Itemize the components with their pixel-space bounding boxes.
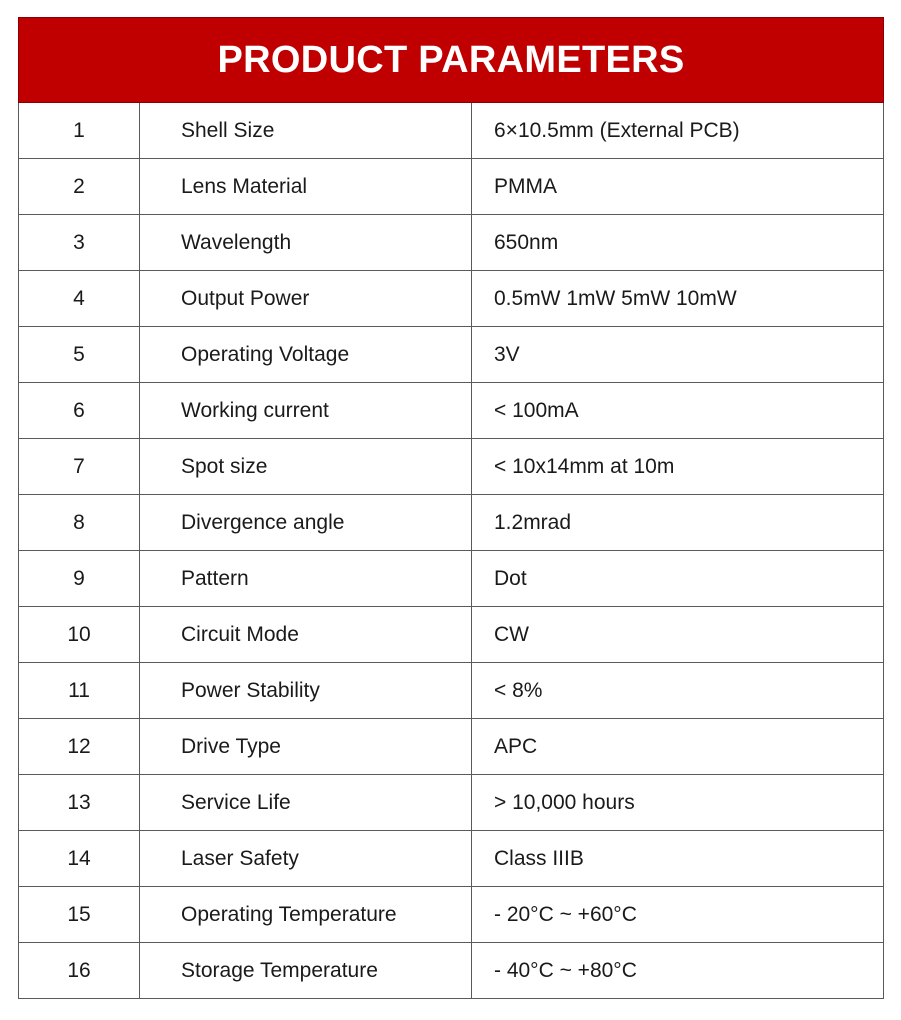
row-index: 16 [19, 943, 140, 999]
parameters-table [18, 103, 884, 999]
parameter-name: Operating Temperature [140, 887, 472, 943]
row-index: 15 [19, 887, 140, 943]
parameter-name: Circuit Mode [140, 607, 472, 663]
parameter-value: - 40°C ~ +80°C [472, 943, 884, 999]
row-index: 1 [19, 103, 140, 159]
parameter-value: APC [472, 719, 884, 775]
row-index: 14 [19, 831, 140, 887]
table-row [19, 831, 884, 887]
table-row [19, 439, 884, 495]
row-index: 11 [19, 663, 140, 719]
row-index: 2 [19, 159, 140, 215]
parameter-name: Spot size [140, 439, 472, 495]
row-index: 4 [19, 271, 140, 327]
parameter-value: CW [472, 607, 884, 663]
parameter-name: Working current [140, 383, 472, 439]
row-index: 5 [19, 327, 140, 383]
row-index: 13 [19, 775, 140, 831]
page-title: PRODUCT PARAMETERS [217, 38, 685, 81]
parameter-name: Laser Safety [140, 831, 472, 887]
table-row [19, 719, 884, 775]
parameter-value: PMMA [472, 159, 884, 215]
table-row [19, 495, 884, 551]
parameter-name: Lens Material [140, 159, 472, 215]
parameters-table-body [19, 103, 884, 999]
parameter-name: Drive Type [140, 719, 472, 775]
parameter-value: 0.5mW 1mW 5mW 10mW [472, 271, 884, 327]
row-index: 6 [19, 383, 140, 439]
product-parameters-sheet [18, 17, 884, 999]
row-index: 8 [19, 495, 140, 551]
parameter-name: Shell Size [140, 103, 472, 159]
parameter-value: Class IIIB [472, 831, 884, 887]
parameter-value: Dot [472, 551, 884, 607]
table-row [19, 887, 884, 943]
table-row [19, 775, 884, 831]
parameter-name: Power Stability [140, 663, 472, 719]
parameter-value: < 8% [472, 663, 884, 719]
parameter-name: Output Power [140, 271, 472, 327]
parameter-name: Divergence angle [140, 495, 472, 551]
parameter-value: 6×10.5mm (External PCB) [472, 103, 884, 159]
parameter-value: - 20°C ~ +60°C [472, 887, 884, 943]
parameter-value: < 10x14mm at 10m [472, 439, 884, 495]
table-row [19, 943, 884, 999]
table-row [19, 159, 884, 215]
parameter-value: > 10,000 hours [472, 775, 884, 831]
parameter-value: 1.2mrad [472, 495, 884, 551]
table-row [19, 271, 884, 327]
table-row [19, 103, 884, 159]
table-row [19, 551, 884, 607]
table-row [19, 663, 884, 719]
row-index: 12 [19, 719, 140, 775]
row-index: 9 [19, 551, 140, 607]
table-row [19, 215, 884, 271]
parameter-name: Wavelength [140, 215, 472, 271]
row-index: 3 [19, 215, 140, 271]
table-row [19, 607, 884, 663]
parameter-value: < 100mA [472, 383, 884, 439]
table-row [19, 327, 884, 383]
row-index: 10 [19, 607, 140, 663]
table-row [19, 383, 884, 439]
title-bar [18, 17, 884, 103]
parameter-name: Storage Temperature [140, 943, 472, 999]
parameter-value: 3V [472, 327, 884, 383]
parameter-name: Operating Voltage [140, 327, 472, 383]
parameter-name: Pattern [140, 551, 472, 607]
row-index: 7 [19, 439, 140, 495]
parameter-name: Service Life [140, 775, 472, 831]
parameter-value: 650nm [472, 215, 884, 271]
